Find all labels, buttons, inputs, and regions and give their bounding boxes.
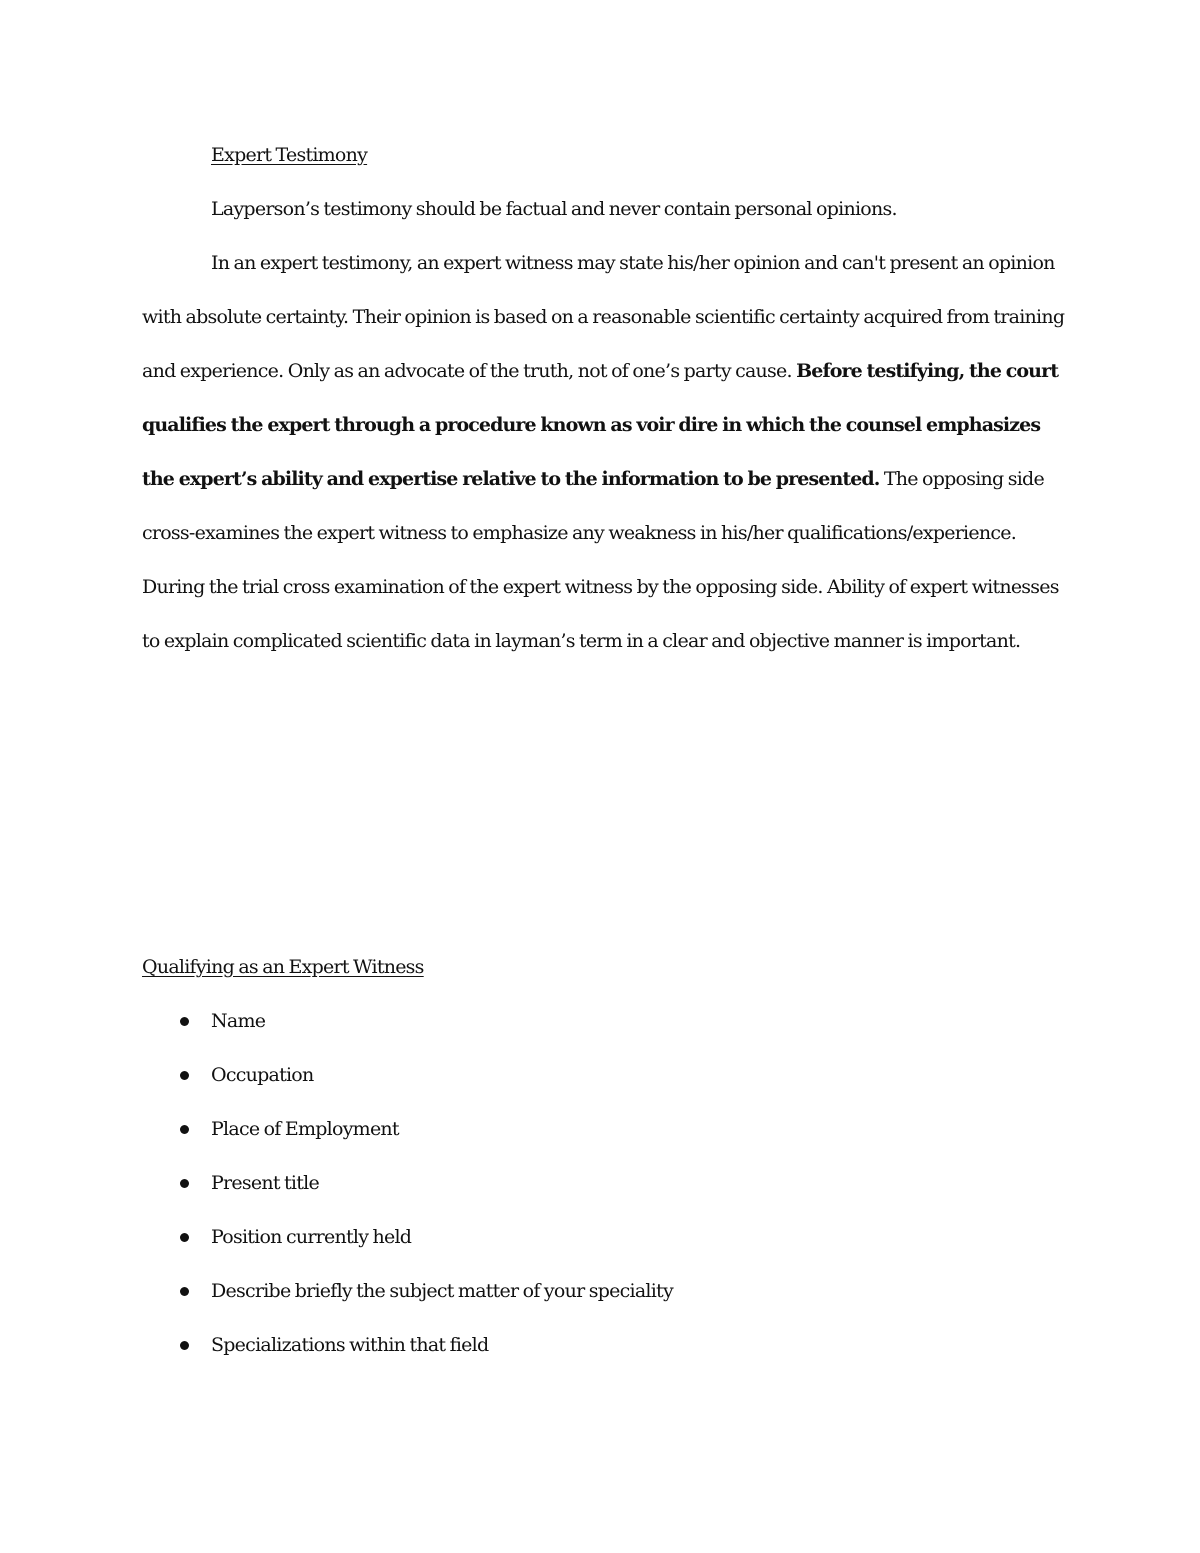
list-item-label: Name [211, 1010, 266, 1032]
bullet-icon [180, 1287, 189, 1296]
list-item-label: Position currently held [211, 1226, 412, 1248]
bullet-icon [180, 1341, 189, 1350]
list-item [142, 994, 673, 1048]
list-item [142, 1048, 673, 1102]
list-item-label: Present title [211, 1172, 319, 1194]
section-heading-qualifying-expert: Qualifying as an Expert Witness [142, 956, 424, 978]
list-item-label: Occupation [211, 1064, 314, 1086]
bullet-icon [180, 1179, 189, 1188]
bullet-icon [180, 1233, 189, 1242]
paragraph-text-conclusion: The opposing side cross-examines the expert witness to emphasize any weakness in his/her qualifications/experience. During the trial cross examination of the expert witness by the opposing side. Ability of expert witnesses to explain complicated scientific data in layman’s term in a clear and objective manner is important. [142, 468, 1059, 652]
bullet-icon [180, 1071, 189, 1080]
section-heading-expert-testimony: Expert Testimony [211, 144, 368, 166]
qualification-list [142, 994, 673, 1372]
list-item-label: Describe briefly the subject matter of your speciality [211, 1280, 673, 1302]
paragraph-expert-testimony [142, 236, 1072, 668]
list-item-label: Specializations within that field [211, 1334, 489, 1356]
list-item [142, 1102, 673, 1156]
paragraph-text-bold-voir-dire: Before testifying, the court qualifies the expert through a procedure known as voir dire in which the counsel emphasizes the expert’s ability and expertise relative to the information to be presented. [142, 360, 1059, 490]
paragraph-text-intro: In an expert testimony, an expert witness may state his/her opinion and can't present an opinion with absolute certainty. Their opinion is based on a reasonable scientific certainty acquired from training and experience. Only as an advocate of the truth, not of one’s party cause. [142, 252, 1065, 382]
list-item-label: Place of Employment [211, 1118, 399, 1140]
bullet-icon [180, 1125, 189, 1134]
list-item [142, 1264, 673, 1318]
bullet-icon [180, 1017, 189, 1026]
list-item [142, 1156, 673, 1210]
paragraph-layperson-testimony: Layperson’s testimony should be factual and never contain personal opinions. [211, 198, 897, 220]
list-item [142, 1318, 673, 1372]
list-item [142, 1210, 673, 1264]
